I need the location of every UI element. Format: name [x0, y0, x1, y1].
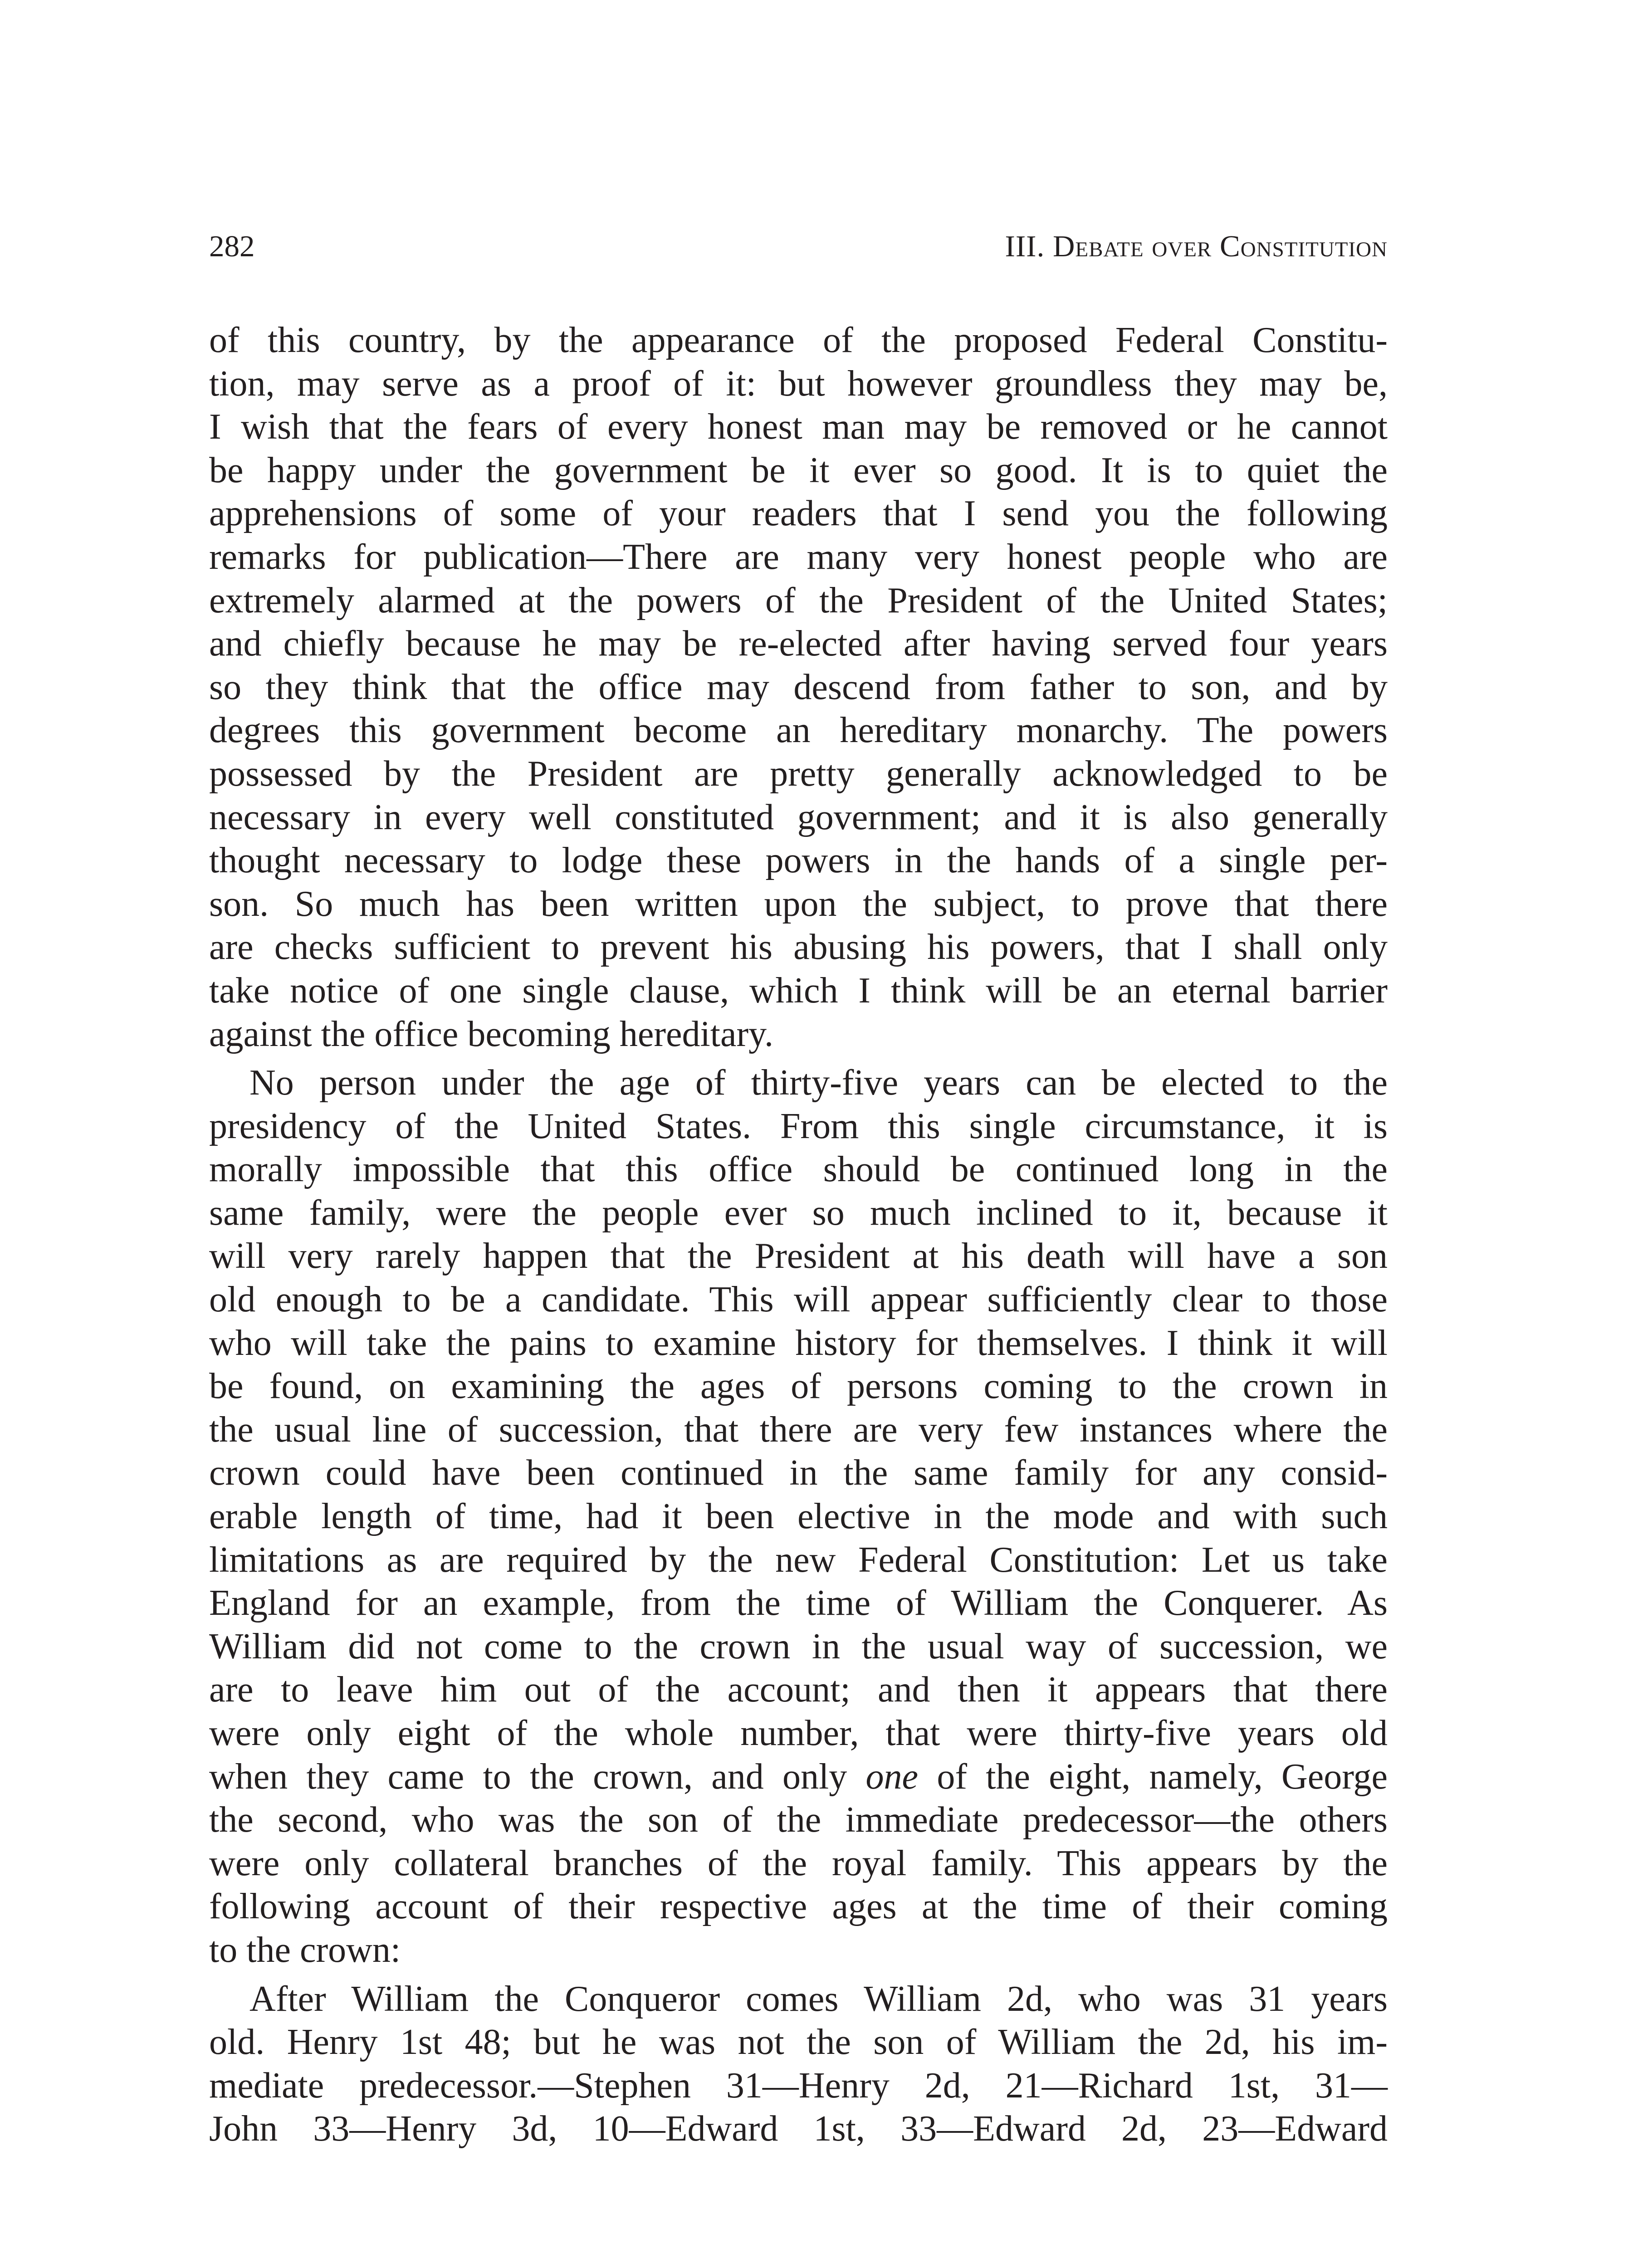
page-number: 282: [209, 230, 255, 263]
text-line: erable length of time, had it been elective in the mode and with such: [209, 1496, 1388, 1537]
text-line: tion, may serve as a proof of it: but however groundless they may be,: [209, 363, 1388, 404]
text-line: William did not come to the crown in the usual way of succession, we: [209, 1626, 1388, 1667]
text-line: be found, on examining the ages of persons coming to the crown in: [209, 1366, 1388, 1407]
paragraph: [209, 319, 1388, 1056]
text-line: crown could have been continued in the same family for any consid-: [209, 1453, 1388, 1493]
text-line: old. Henry 1st 48; but he was not the son of William the 2d, his im-: [209, 2022, 1388, 2063]
text-line: possessed by the President are pretty generally acknowledged to be: [209, 753, 1388, 794]
text-line: England for an example, from the time of William the Conquerer. As: [209, 1583, 1388, 1623]
text-segment: of the eight, namely, George: [918, 1756, 1388, 1797]
paragraph-gap: [209, 1972, 1388, 1978]
running-head: III. Debate over Constitution: [1005, 230, 1388, 263]
text-segment: when they came to the crown, and only: [209, 1756, 866, 1797]
text-line: morally impossible that this office should be continued long in the: [209, 1149, 1388, 1190]
text-line: and chiefly because he may be re-elected after having served four years: [209, 624, 1388, 664]
text-line: the usual line of succession, that there are very few instances where the: [209, 1409, 1388, 1450]
text-line: apprehensions of some of your readers that I send you the following: [209, 494, 1388, 534]
text-line: degrees this government become an hereditary monarchy. The powers: [209, 710, 1388, 751]
text-line: presidency of the United States. From this single circumstance, it is: [209, 1106, 1388, 1146]
text-line: be happy under the government be it ever so good. It is to quiet the: [209, 450, 1388, 490]
text-line: of this country, by the appearance of the proposed Federal Constitu-: [209, 320, 1388, 360]
text-line: take notice of one single clause, which I think will be an eternal barrier: [209, 970, 1388, 1011]
text-line: against the office becoming hereditary.: [209, 1014, 773, 1054]
page-header: [209, 229, 1388, 274]
text-line: No person under the age of thirty-five years can be elected to the: [249, 1063, 1388, 1103]
paragraph-gap: [209, 1056, 1388, 1061]
text-line: John 33—Henry 3d, 10—Edward 1st, 33—Edward 2d, 23—Edward: [209, 2109, 1388, 2149]
text-line: mediate predecessor.—Stephen 31—Henry 2d, 21—Richard 1st, 31—: [209, 2065, 1388, 2106]
text-line: to the crown:: [209, 1930, 401, 1970]
text-line: will very rarely happen that the President at his death will have a son: [209, 1236, 1388, 1276]
text-line: so they think that the office may descend from father to son, and by: [209, 667, 1388, 707]
italic-text: one: [865, 1756, 919, 1797]
text-line: old enough to be a candidate. This will appear sufficiently clear to those: [209, 1280, 1388, 1320]
text-line: remarks for publication—There are many very honest people who are: [209, 537, 1388, 577]
paragraph: [209, 1061, 1388, 1972]
text-line: who will take the pains to examine history for themselves. I think it will: [209, 1323, 1388, 1363]
text-line: were only collateral branches of the royal family. This appears by the: [209, 1843, 1388, 1883]
text-line: I wish that the fears of every honest man may be removed or he cannot: [209, 407, 1388, 447]
text-line: following account of their respective ages at the time of their coming: [209, 1887, 1388, 1927]
text-line: were only eight of the whole number, that were thirty-five years old: [209, 1713, 1388, 1753]
text-line: thought necessary to lodge these powers in the hands of a single per-: [209, 841, 1388, 881]
text-line: are checks sufficient to prevent his abusing his powers, that I shall only: [209, 927, 1388, 968]
text-line: extremely alarmed at the powers of the President of the United States;: [209, 580, 1388, 621]
paragraph: [209, 1978, 1388, 2151]
body-text: [209, 319, 1388, 2151]
text-line: After William the Conqueror comes William 2d, who was 31 years: [249, 1979, 1388, 2019]
text-line: son. So much has been written upon the subject, to prove that there: [209, 884, 1388, 924]
text-line: limitations as are required by the new Federal Constitution: Let us take: [209, 1540, 1388, 1580]
text-line: necessary in every well constituted government; and it is also generally: [209, 797, 1388, 837]
text-line: the second, who was the son of the immediate predecessor—the others: [209, 1800, 1388, 1840]
text-line: [209, 1755, 1388, 1799]
text-line: are to leave him out of the account; and then it appears that there: [209, 1670, 1388, 1710]
text-line: same family, were the people ever so much inclined to it, because it: [209, 1193, 1388, 1233]
